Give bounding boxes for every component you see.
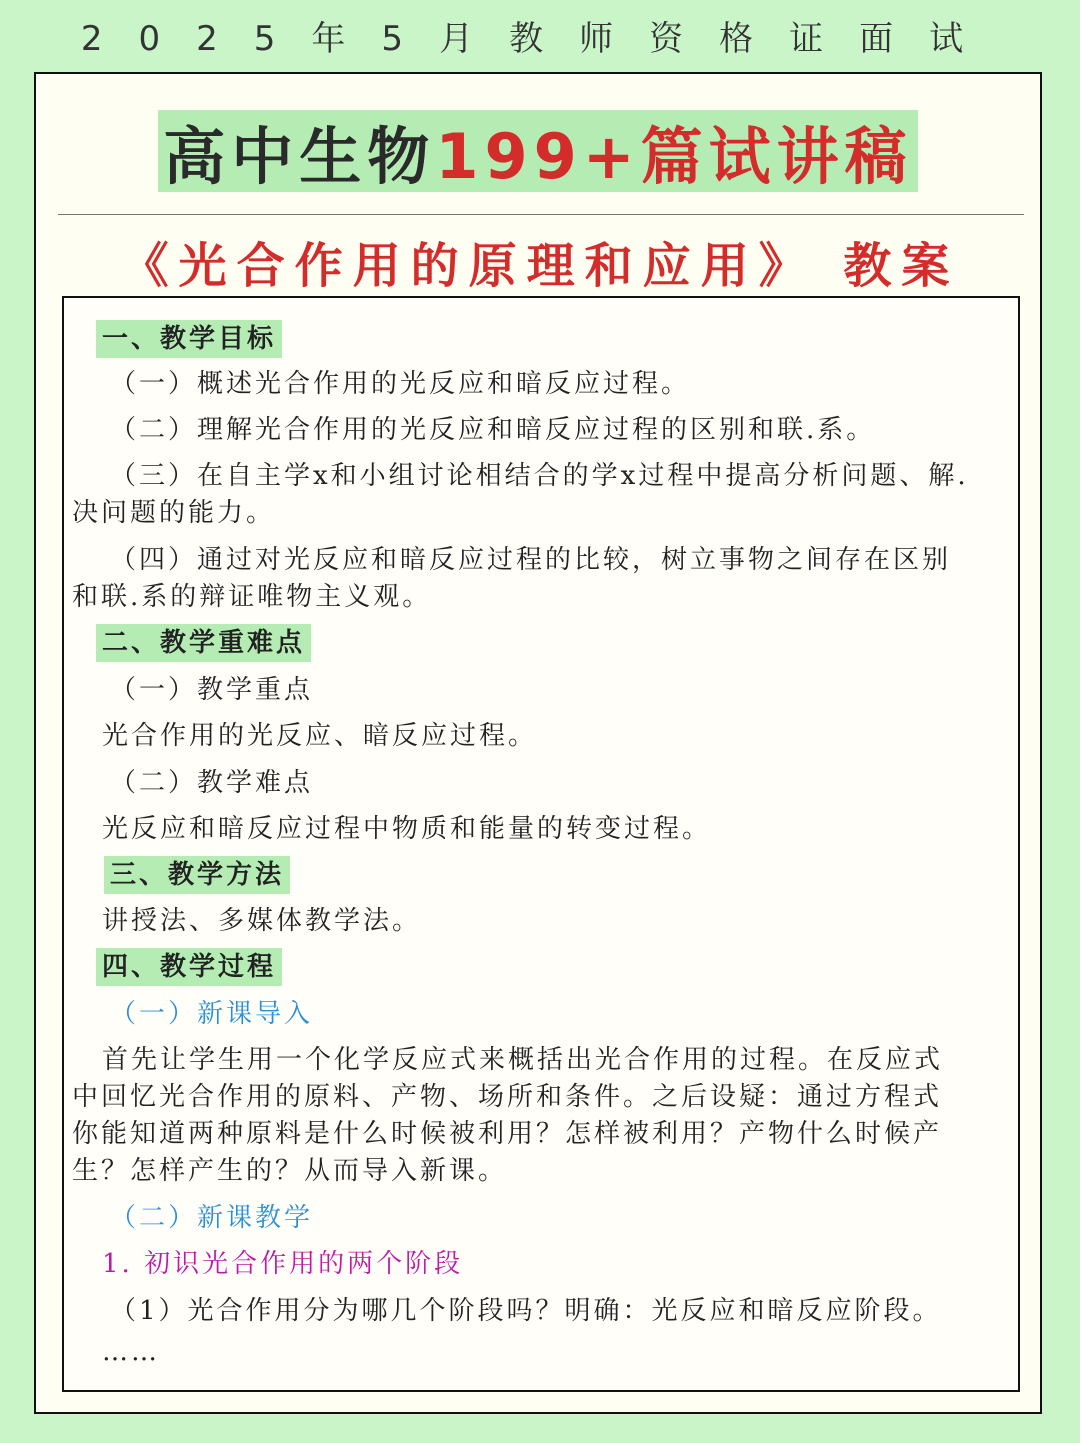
goal-3-line2: 决问题的能力。 — [72, 498, 276, 528]
process-intro-heading: （一）新课导入 — [110, 999, 314, 1029]
section-heading-methods: 三、教学方法 — [104, 856, 290, 894]
difficult-point-label: （二）教学难点 — [110, 768, 314, 798]
goal-1: （一）概述光合作用的光反应和暗反应过程。 — [110, 369, 691, 399]
goal-4-line1: （四）通过对光反应和暗反应过程的比较，树立事物之间存在区别 — [110, 545, 952, 575]
goal-4-line2: 和联.系的辩证唯物主义观。 — [72, 582, 432, 612]
process-intro-line4: 生？怎样产生的？从而导入新课。 — [72, 1156, 508, 1186]
methods-text: 讲授法、多媒体教学法。 — [102, 906, 422, 936]
process-intro-line3: 你能知道两种原料是什么时候被利用？怎样被利用？产物什么时候产 — [72, 1119, 943, 1149]
goal-3-line1: （三）在自主学x和小组讨论相结合的学x过程中提高分析问题、解. — [110, 461, 969, 491]
page-frame — [34, 72, 1042, 1414]
key-point-label: （一）教学重点 — [110, 675, 314, 705]
section-heading-goals: 一、教学目标 — [96, 320, 282, 358]
main-title-subject: 高中生物 — [163, 119, 436, 193]
difficult-point-text: 光反应和暗反应过程中物质和能量的转变过程。 — [102, 814, 712, 844]
lesson-title: 《光合作用的原理和应用》 教案 — [120, 237, 960, 294]
main-title-count: 199+篇试讲稿 — [435, 119, 913, 193]
process-intro-line1: 首先让学生用一个化学反应式来概括出光合作用的过程。在反应式 — [102, 1045, 944, 1075]
section-heading-key-points: 二、教学重难点 — [96, 624, 311, 662]
content-box — [62, 296, 1020, 1392]
goal-2: （二）理解光合作用的光反应和暗反应过程的区别和联.系。 — [110, 415, 876, 445]
main-title — [158, 110, 918, 192]
ellipsis: …… — [102, 1337, 160, 1367]
process-subheading: 1. 初识光合作用的两个阶段 — [102, 1249, 464, 1279]
process-question-1: （1）光合作用分为哪几个阶段吗？明确：光反应和暗反应阶段。 — [110, 1296, 942, 1326]
top-banner: 2025年5月教师资格证面试 — [80, 18, 1000, 59]
divider — [58, 214, 1024, 215]
process-intro-line2: 中回忆光合作用的原料、产物、场所和条件。之后设疑：通过方程式 — [72, 1082, 943, 1112]
section-heading-process: 四、教学过程 — [96, 948, 282, 986]
process-new-lesson-heading: （二）新课教学 — [110, 1203, 314, 1233]
key-point-text: 光合作用的光反应、暗反应过程。 — [102, 721, 538, 751]
